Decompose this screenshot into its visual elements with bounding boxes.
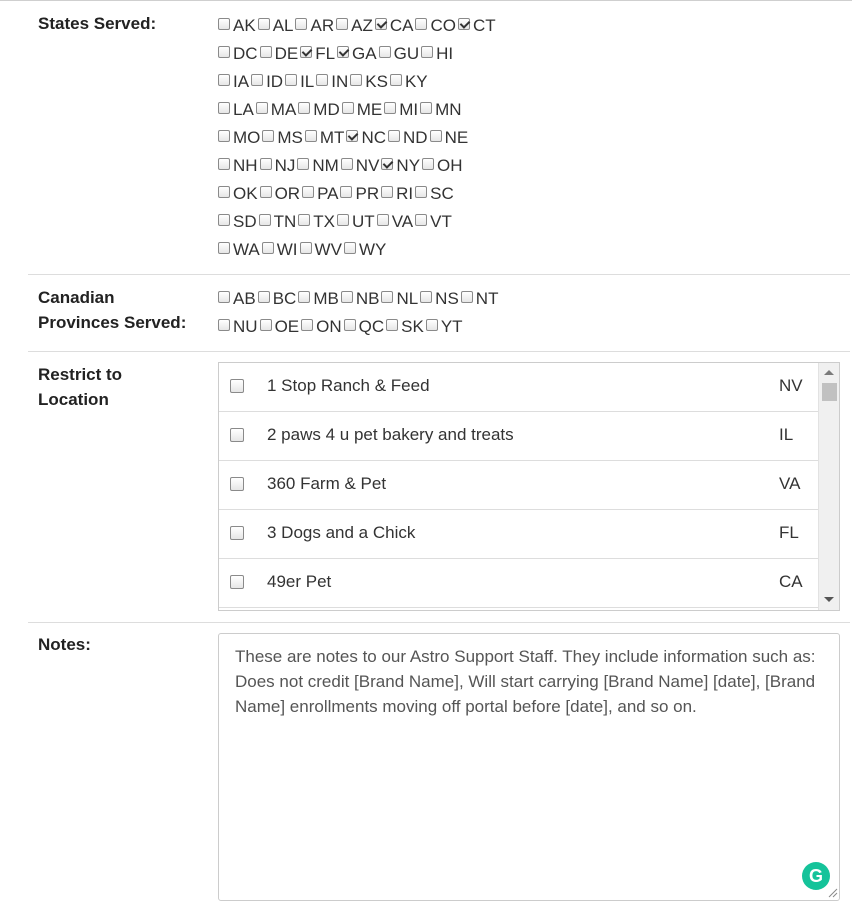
state-checkbox-ia[interactable] — [218, 72, 250, 92]
province-code-label: NB — [355, 289, 380, 308]
location-list-scrollbar[interactable] — [818, 363, 839, 610]
checkbox-icon[interactable] — [337, 214, 349, 226]
state-checkbox-pr[interactable] — [340, 184, 380, 204]
state-checkbox-mt[interactable] — [305, 128, 346, 148]
province-checkbox-bc[interactable] — [258, 289, 298, 309]
checkbox-icon[interactable] — [218, 319, 230, 331]
state-checkbox-wa[interactable] — [218, 240, 261, 260]
state-checkbox-ca[interactable] — [375, 16, 415, 36]
state-checkbox-ky[interactable] — [390, 72, 429, 92]
checkbox-icon[interactable] — [218, 186, 230, 198]
state-code-label: WV — [314, 240, 342, 259]
state-checkbox-nm[interactable] — [297, 156, 339, 176]
state-code-label: MS — [277, 128, 303, 147]
checkbox-icon[interactable] — [260, 186, 272, 198]
state-checkbox-il[interactable] — [285, 72, 315, 92]
state-code-label: AR — [310, 16, 335, 35]
checkbox-icon[interactable] — [218, 102, 230, 114]
checked-checkbox-icon[interactable] — [346, 130, 358, 142]
checked-checkbox-icon[interactable] — [300, 46, 312, 58]
state-checkbox-tn[interactable] — [259, 212, 298, 232]
checkbox-icon[interactable] — [415, 186, 427, 198]
state-row — [218, 68, 498, 96]
province-code-label: MB — [313, 289, 339, 308]
state-checkbox-dc[interactable] — [218, 44, 259, 64]
state-code-label: CT — [472, 16, 496, 35]
checkbox-icon[interactable] — [384, 102, 396, 114]
state-checkbox-al[interactable] — [258, 16, 295, 36]
checkbox-icon[interactable] — [260, 46, 272, 58]
checkbox-icon[interactable] — [218, 74, 230, 86]
state-code-label: AK — [233, 16, 256, 35]
state-row — [218, 96, 498, 124]
state-checkbox-ri[interactable] — [381, 184, 414, 204]
province-checkbox-oe[interactable] — [260, 317, 301, 337]
location-name: 1 Stop Ranch & Feed — [267, 376, 430, 395]
state-code-label: CO — [430, 16, 456, 35]
location-checkbox[interactable] — [230, 428, 244, 442]
checkbox-icon[interactable] — [258, 291, 270, 303]
state-checkbox-me[interactable] — [342, 100, 384, 120]
checkbox-icon[interactable] — [302, 186, 314, 198]
provinces-served-label — [38, 285, 186, 335]
province-row — [218, 313, 500, 341]
states-served-label: States Served: — [38, 14, 157, 33]
state-checkbox-hi[interactable] — [421, 44, 454, 64]
resize-grip-icon[interactable] — [826, 886, 838, 898]
checkbox-icon[interactable] — [381, 186, 393, 198]
checkbox-icon[interactable] — [341, 291, 353, 303]
checkbox-icon[interactable] — [262, 242, 274, 254]
province-checkbox-qc[interactable] — [344, 317, 386, 337]
location-rows — [219, 363, 818, 608]
state-checkbox-ct[interactable] — [458, 16, 497, 36]
checkbox-icon[interactable] — [218, 46, 230, 58]
checkbox-icon[interactable] — [336, 18, 348, 30]
state-checkbox-nc[interactable] — [346, 128, 387, 148]
state-checkbox-co[interactable] — [415, 16, 457, 36]
state-code-label: NY — [396, 156, 421, 175]
checked-checkbox-icon[interactable] — [381, 158, 393, 170]
province-row — [218, 285, 500, 313]
divider — [28, 274, 850, 275]
province-code-label: BC — [272, 289, 297, 308]
scroll-up-arrow-icon[interactable] — [824, 370, 834, 375]
province-code-label: SK — [401, 317, 424, 336]
notes-textarea[interactable]: These are notes to our Astro Support Staff. They include information such as: Does not credit [Brand Name], Will start carrying [Brand Name] [date], [Brand Name] enrollments moving off portal before [date], and so on. — [218, 633, 840, 901]
provinces-label-line2: Provinces Served: — [38, 313, 187, 332]
divider — [28, 622, 850, 623]
checkbox-icon[interactable] — [386, 319, 398, 331]
state-code-label: MI — [399, 100, 419, 119]
restrict-label-line1: Restrict to — [38, 365, 123, 384]
state-code-label: HI — [436, 44, 454, 63]
state-code-label: VA — [391, 212, 414, 231]
state-code-label: NH — [233, 156, 258, 175]
state-row — [218, 12, 498, 40]
state-code-label: NV — [355, 156, 380, 175]
state-code-label: PA — [317, 184, 339, 203]
location-list[interactable] — [218, 362, 840, 611]
state-code-label: TX — [313, 212, 336, 231]
checkbox-icon[interactable] — [260, 158, 272, 170]
location-row[interactable] — [219, 363, 818, 412]
state-checkbox-vt[interactable] — [415, 212, 453, 232]
checkbox-icon[interactable] — [340, 186, 352, 198]
checkbox-icon[interactable] — [295, 18, 307, 30]
checkbox-icon[interactable] — [341, 158, 353, 170]
state-checkbox-mn[interactable] — [420, 100, 462, 120]
state-checkbox-gu[interactable] — [379, 44, 421, 64]
state-code-label: AZ — [351, 16, 373, 35]
checkbox-icon[interactable] — [344, 242, 356, 254]
state-code-label: PR — [355, 184, 380, 203]
checkbox-icon[interactable] — [422, 158, 434, 170]
location-row[interactable] — [219, 559, 818, 608]
state-checkbox-ms[interactable] — [262, 128, 304, 148]
state-checkbox-wv[interactable] — [300, 240, 343, 260]
location-row[interactable] — [219, 412, 818, 461]
state-checkbox-ga[interactable] — [337, 44, 378, 64]
checkbox-icon[interactable] — [300, 242, 312, 254]
state-checkbox-wy[interactable] — [344, 240, 387, 260]
state-checkbox-mo[interactable] — [218, 128, 261, 148]
state-checkbox-ne[interactable] — [430, 128, 470, 148]
province-checkbox-nt[interactable] — [461, 289, 500, 309]
checkbox-icon[interactable] — [251, 74, 263, 86]
state-code-label: TN — [273, 212, 297, 231]
location-name: 49er Pet — [267, 572, 332, 591]
state-checkbox-ak[interactable] — [218, 16, 257, 36]
restrict-label-line2: Location — [38, 390, 109, 409]
state-code-label: ME — [356, 100, 383, 119]
checkbox-icon[interactable] — [285, 74, 297, 86]
state-checkbox-de[interactable] — [260, 44, 300, 64]
state-code-label: VT — [430, 212, 452, 231]
province-checkbox-on[interactable] — [301, 317, 343, 337]
state-code-label: DC — [233, 44, 258, 63]
state-code-label: MA — [270, 100, 297, 119]
state-code-label: MN — [435, 100, 462, 119]
province-checkbox-nu[interactable] — [218, 317, 259, 337]
province-checkbox-nb[interactable] — [341, 289, 381, 309]
state-code-label: NC — [361, 128, 386, 147]
province-code-label: NU — [233, 317, 258, 336]
state-checkbox-ar[interactable] — [295, 16, 335, 36]
checkbox-icon[interactable] — [426, 319, 438, 331]
notes-label: Notes: — [38, 635, 91, 654]
state-checkbox-nv[interactable] — [341, 156, 381, 176]
state-code-label: OR — [274, 184, 301, 203]
state-code-label: AL — [272, 16, 294, 35]
state-checkbox-nj[interactable] — [260, 156, 297, 176]
location-state: FL — [779, 523, 799, 542]
state-code-label: ND — [403, 128, 428, 147]
state-row — [218, 124, 498, 152]
province-checkbox-nl[interactable] — [381, 289, 419, 309]
province-code-label: YT — [440, 317, 463, 336]
state-code-label: OH — [437, 156, 463, 175]
location-row[interactable] — [219, 461, 818, 510]
location-state: CA — [779, 572, 803, 591]
state-code-label: GA — [352, 44, 377, 63]
checkbox-icon[interactable] — [415, 214, 427, 226]
state-checkbox-oh[interactable] — [422, 156, 464, 176]
state-code-label: WA — [233, 240, 260, 259]
divider — [28, 351, 850, 352]
checkbox-icon[interactable] — [259, 214, 271, 226]
location-name: 360 Farm & Pet — [267, 474, 387, 493]
checked-checkbox-icon[interactable] — [458, 18, 470, 30]
checkbox-icon[interactable] — [344, 319, 356, 331]
province-code-label: AB — [233, 289, 256, 308]
state-checkbox-sd[interactable] — [218, 212, 258, 232]
state-code-label: MD — [313, 100, 340, 119]
state-code-label: NJ — [274, 156, 296, 175]
state-checkbox-pa[interactable] — [302, 184, 339, 204]
checkbox-icon[interactable] — [342, 102, 354, 114]
checkbox-icon[interactable] — [298, 291, 310, 303]
state-checkbox-md[interactable] — [298, 100, 340, 120]
state-code-label: NM — [312, 156, 339, 175]
provinces-checkbox-group — [218, 285, 500, 341]
state-checkbox-la[interactable] — [218, 100, 255, 120]
state-code-label: LA — [233, 100, 254, 119]
checkbox-icon[interactable] — [256, 102, 268, 114]
state-checkbox-ma[interactable] — [256, 100, 298, 120]
checkbox-icon[interactable] — [381, 291, 393, 303]
checkbox-icon[interactable] — [218, 214, 230, 226]
state-checkbox-nh[interactable] — [218, 156, 259, 176]
top-border — [0, 0, 852, 1]
state-code-label: ID — [266, 72, 284, 91]
location-checkbox[interactable] — [230, 477, 244, 491]
state-code-label: OK — [233, 184, 258, 203]
province-code-label: OE — [274, 317, 300, 336]
state-checkbox-nd[interactable] — [388, 128, 429, 148]
checkbox-icon[interactable] — [420, 102, 432, 114]
state-code-label: WI — [276, 240, 298, 259]
state-code-label: NE — [444, 128, 469, 147]
checkbox-icon[interactable] — [262, 130, 274, 142]
checkbox-icon[interactable] — [379, 46, 391, 58]
state-checkbox-az[interactable] — [336, 16, 374, 36]
location-state: NV — [779, 376, 803, 395]
checkbox-icon[interactable] — [421, 46, 433, 58]
state-code-label: IL — [300, 72, 315, 91]
location-checkbox[interactable] — [230, 379, 244, 393]
province-code-label: NS — [435, 289, 459, 308]
checkbox-icon[interactable] — [305, 130, 317, 142]
state-row — [218, 180, 498, 208]
state-code-label: IA — [233, 72, 250, 91]
checkbox-icon[interactable] — [461, 291, 473, 303]
checkbox-icon[interactable] — [218, 158, 230, 170]
checkbox-icon[interactable] — [430, 130, 442, 142]
state-row — [218, 236, 498, 264]
checkbox-icon[interactable] — [260, 319, 272, 331]
state-checkbox-id[interactable] — [251, 72, 284, 92]
location-name: 2 paws 4 u pet bakery and treats — [267, 425, 514, 444]
state-code-label: SC — [430, 184, 454, 203]
province-code-label: NT — [475, 289, 499, 308]
restrict-location-label — [38, 362, 122, 412]
state-checkbox-or[interactable] — [260, 184, 302, 204]
state-code-label: DE — [274, 44, 299, 63]
state-row — [218, 208, 498, 236]
location-row[interactable] — [219, 510, 818, 559]
state-checkbox-tx[interactable] — [298, 212, 336, 232]
state-checkbox-ks[interactable] — [350, 72, 389, 92]
checkbox-icon[interactable] — [298, 102, 310, 114]
checkbox-icon[interactable] — [316, 74, 328, 86]
checkbox-icon[interactable] — [218, 291, 230, 303]
state-code-label: FL — [315, 44, 336, 63]
state-checkbox-fl[interactable] — [300, 44, 336, 64]
state-code-label: MT — [319, 128, 345, 147]
state-checkbox-va[interactable] — [377, 212, 414, 232]
state-code-label: KS — [365, 72, 388, 91]
grammarly-icon[interactable]: G — [802, 862, 830, 890]
state-code-label: SD — [233, 212, 257, 231]
scroll-thumb[interactable] — [822, 383, 837, 401]
state-code-label: WY — [358, 240, 387, 259]
state-code-label: GU — [393, 44, 420, 63]
checkbox-icon[interactable] — [388, 130, 400, 142]
checkbox-icon[interactable] — [218, 130, 230, 142]
province-code-label: NL — [396, 289, 419, 308]
state-checkbox-wi[interactable] — [262, 240, 299, 260]
scroll-down-arrow-icon[interactable] — [824, 597, 834, 602]
checkbox-icon[interactable] — [258, 18, 270, 30]
state-checkbox-in[interactable] — [316, 72, 349, 92]
checkbox-icon[interactable] — [297, 158, 309, 170]
province-checkbox-ns[interactable] — [420, 289, 460, 309]
state-checkbox-sc[interactable] — [415, 184, 455, 204]
checkbox-icon[interactable] — [218, 242, 230, 254]
checked-checkbox-icon[interactable] — [375, 18, 387, 30]
state-checkbox-ny[interactable] — [381, 156, 421, 176]
location-state: IL — [779, 425, 794, 444]
province-code-label: QC — [358, 317, 385, 336]
checkbox-icon[interactable] — [350, 74, 362, 86]
province-checkbox-yt[interactable] — [426, 317, 464, 337]
state-row — [218, 40, 498, 68]
checkbox-icon[interactable] — [298, 214, 310, 226]
checkbox-icon[interactable] — [390, 74, 402, 86]
state-code-label: MO — [233, 128, 261, 147]
checkbox-icon[interactable] — [420, 291, 432, 303]
location-state: VA — [779, 474, 801, 493]
state-code-label: UT — [352, 212, 375, 231]
state-code-label: KY — [404, 72, 428, 91]
state-code-label: RI — [396, 184, 414, 203]
province-checkbox-ab[interactable] — [218, 289, 257, 309]
checkbox-icon[interactable] — [415, 18, 427, 30]
checkbox-icon[interactable] — [377, 214, 389, 226]
location-name: 3 Dogs and a Chick — [267, 523, 416, 542]
state-code-label: CA — [389, 16, 414, 35]
state-checkbox-ok[interactable] — [218, 184, 259, 204]
location-checkbox[interactable] — [230, 575, 244, 589]
states-checkbox-group — [218, 12, 498, 264]
province-code-label: ON — [316, 317, 342, 336]
provinces-label-line1: Canadian — [38, 288, 115, 307]
checkbox-icon[interactable] — [301, 319, 313, 331]
province-checkbox-sk[interactable] — [386, 317, 425, 337]
state-checkbox-mi[interactable] — [384, 100, 419, 120]
state-row — [218, 152, 498, 180]
checkbox-icon[interactable] — [218, 18, 230, 30]
state-checkbox-ut[interactable] — [337, 212, 376, 232]
province-checkbox-mb[interactable] — [298, 289, 340, 309]
checked-checkbox-icon[interactable] — [337, 46, 349, 58]
location-checkbox[interactable] — [230, 526, 244, 540]
state-code-label: IN — [331, 72, 349, 91]
